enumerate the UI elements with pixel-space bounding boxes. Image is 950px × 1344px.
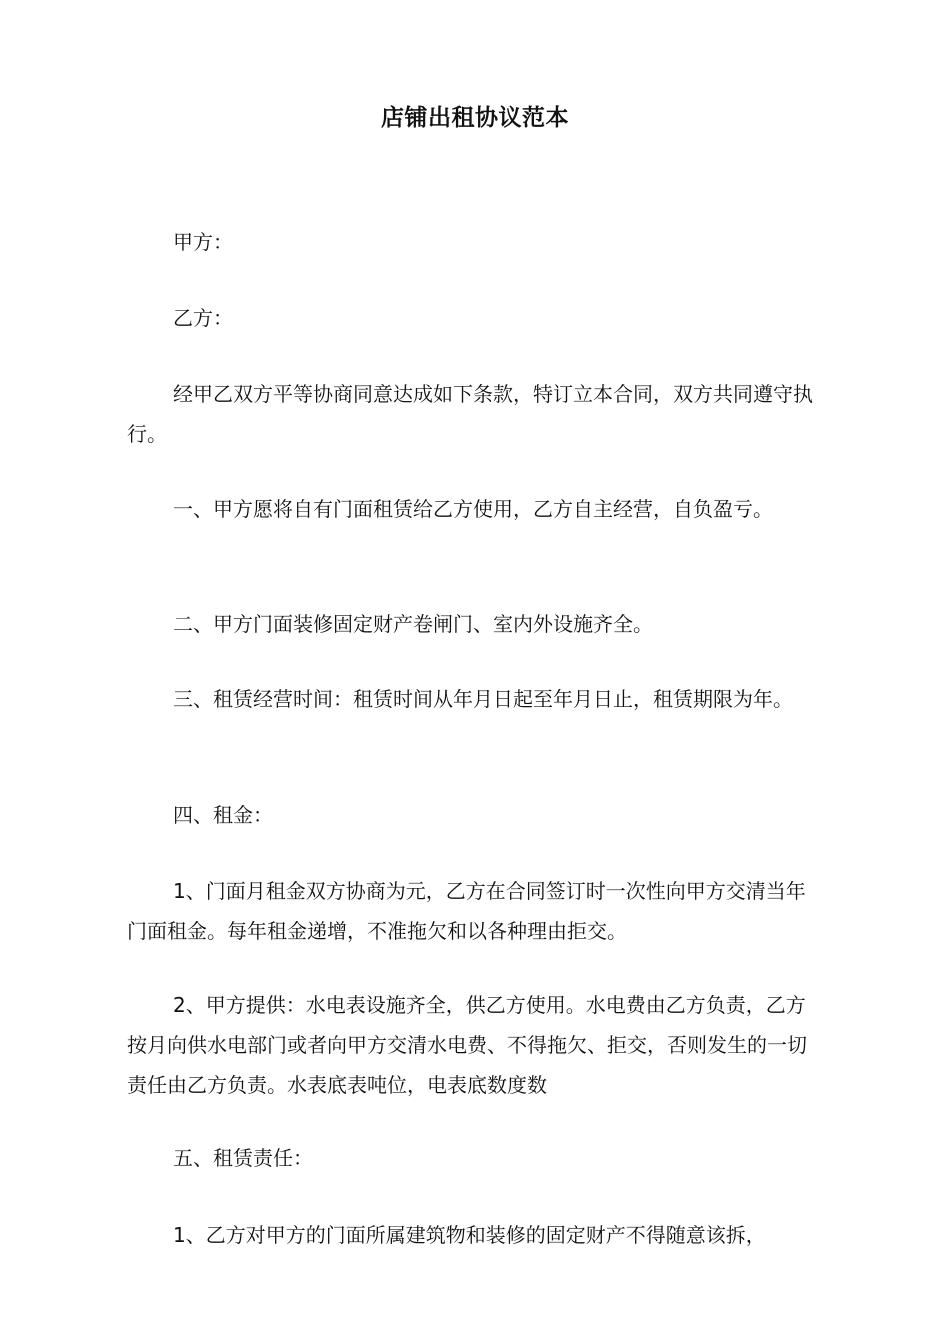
intro-paragraph: 经甲乙双方平等协商同意达成如下条款，特订立本合同，双方共同遵守执行。	[127, 382, 813, 446]
clause-5-item-1: 1、乙方对甲方的门面所属建筑物和装修的固定财产不得随意该拆，	[173, 1223, 766, 1247]
clause-2: 二、甲方门面装修固定财产卷闸门、室内外设施齐全。	[173, 612, 653, 636]
clause-1: 一、甲方愿将自有门面租赁给乙方使用，乙方自主经营，自负盈亏。	[173, 497, 773, 521]
party-b-line: 乙方：	[173, 306, 233, 330]
document-title: 店铺出租协议范本	[381, 105, 569, 131]
clause-3: 三、租赁经营时间：租赁时间从年月日起至年月日止，租赁期限为年。	[173, 687, 793, 711]
party-a-line: 甲方：	[173, 230, 233, 254]
clause-4-heading: 四、租金：	[173, 803, 273, 827]
clause-5-heading: 五、租赁责任：	[173, 1146, 313, 1170]
clause-4-item-2: 2、甲方提供：水电表设施齐全，供乙方使用。水电费由乙方负责，乙方按月向供水电部门或者向甲方交清水电费、不得拖欠、拒交，否则发生的一切责任由乙方负责。水表底表吨位，电表底数度数	[127, 993, 807, 1097]
clause-4-item-1: 1、门面月租金双方协商为元，乙方在合同签订时一次性向甲方交清当年门面租金。每年租金递增，不准拖欠和以各种理由拒交。	[127, 879, 806, 943]
